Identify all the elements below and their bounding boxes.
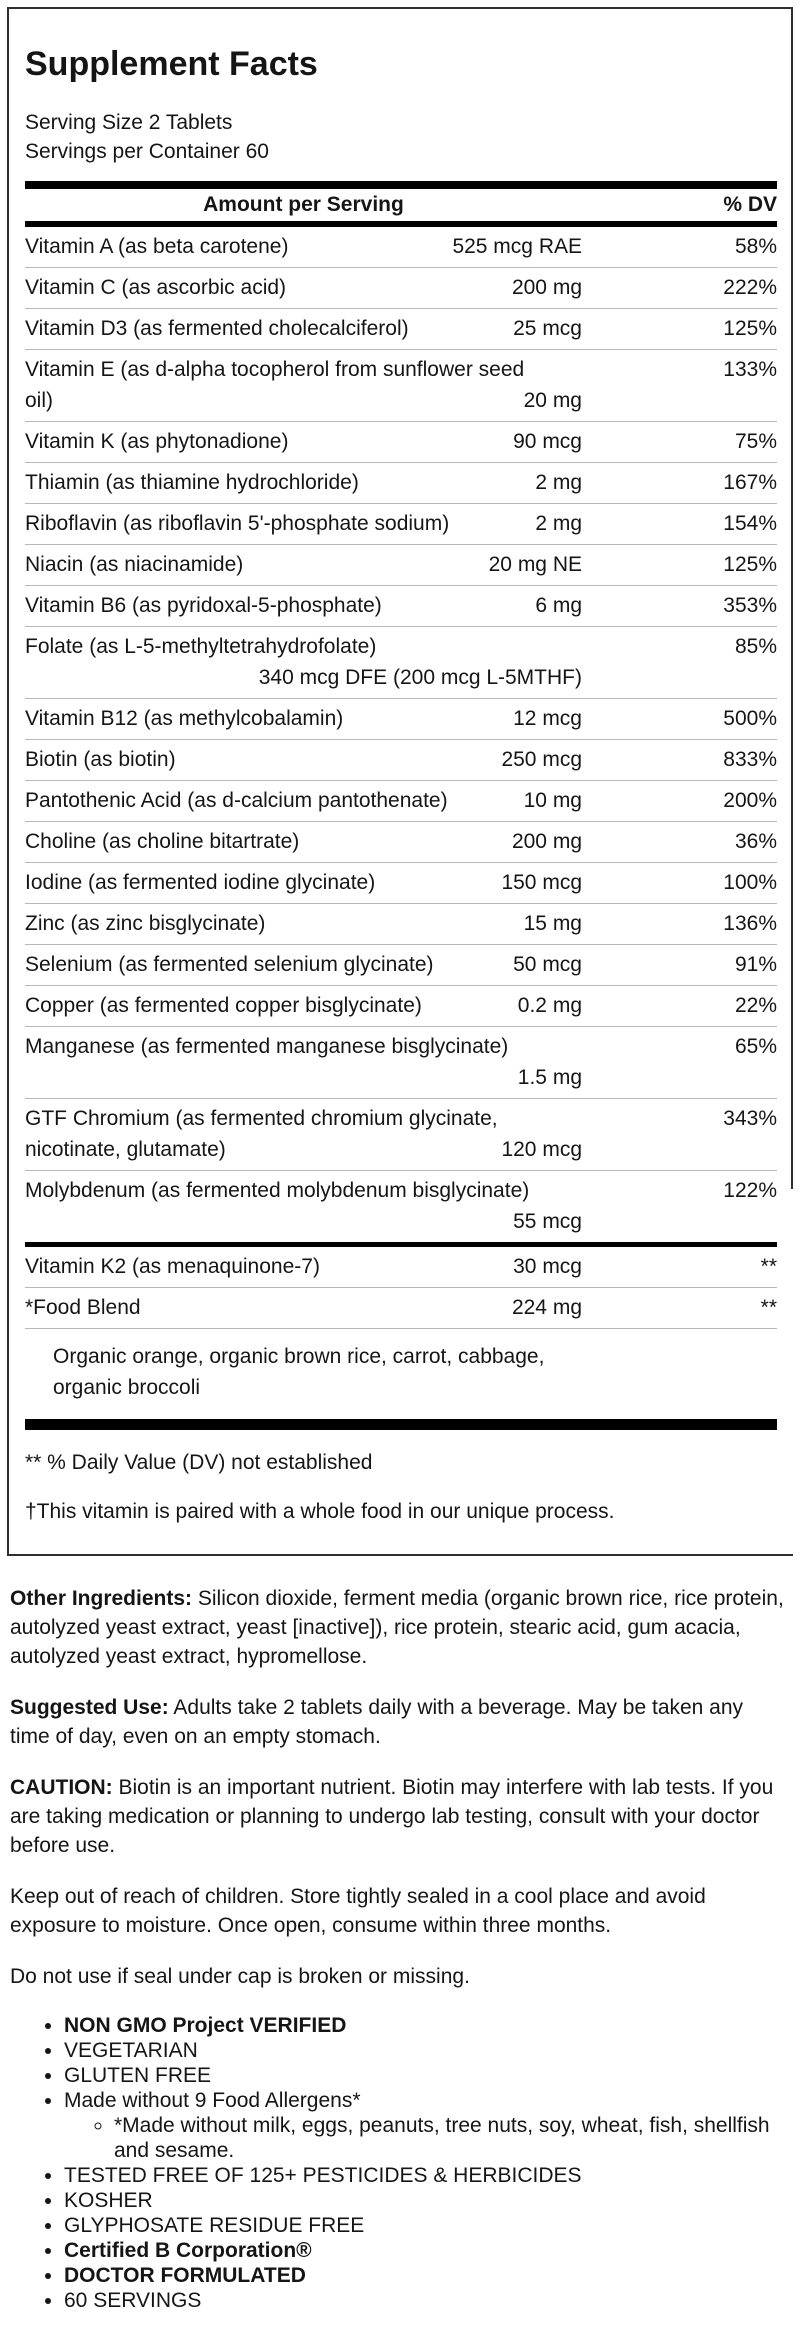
- nutrient-row: [25, 821, 777, 862]
- nutrient-amount: 6 mg: [535, 594, 582, 617]
- nutrient-dv: 200%: [723, 789, 777, 812]
- nutrient-name: Selenium (as fermented selenium glycinate): [25, 953, 434, 976]
- nutrient-amount: 200 mg: [511, 830, 582, 853]
- nutrient-row: [25, 626, 777, 698]
- table-header-row: [25, 189, 777, 221]
- nutrient-row: [25, 985, 777, 1026]
- panel-right-border-segment: [791, 9, 793, 1189]
- food-blend-line: Organic orange, organic brown rice, carrot, cabbage,: [53, 1345, 545, 1368]
- suggested-use-paragraph: [10, 1693, 788, 1751]
- nutrient-dv: 154%: [723, 512, 777, 535]
- label-details: [10, 1584, 788, 2313]
- nutrient-row: [25, 1026, 777, 1098]
- nutrient-dv: 75%: [734, 430, 777, 453]
- nutrient-name: Vitamin E (as d-alpha tocopherol from sunflower seed: [25, 358, 525, 381]
- food-blend-line: organic broccoli: [53, 1376, 201, 1399]
- list-item: • VEGETARIAN: [64, 2038, 788, 2063]
- supplement-label-page: [0, 7, 800, 2313]
- nutrient-row: [25, 944, 777, 985]
- nutrient-dv: **: [760, 1296, 777, 1319]
- nutrient-amount: 2 mg: [535, 512, 582, 535]
- paragraph-text: Do not use if seal under cap is broken or missing.: [10, 1965, 470, 1988]
- nutrient-name: GTF Chromium (as fermented chromium glycinate,: [25, 1107, 498, 1130]
- nutrient-dv: 22%: [734, 994, 777, 1017]
- nutrient-dv: 500%: [723, 707, 777, 730]
- nutrient-amount: 10 mg: [523, 789, 582, 812]
- nutrient-name: Thiamin (as thiamine hydrochloride): [25, 471, 359, 494]
- nutrient-dv: 833%: [723, 748, 777, 771]
- amount-column-header: Amount per Serving: [203, 193, 404, 216]
- nutrient-amount: 15 mg: [523, 912, 582, 935]
- list-item: • GLUTEN FREE: [64, 2063, 788, 2088]
- paragraph-text: Biotin is an important nutrient. Biotin may interfere with lab tests. If you are taking medication or planning to undergo lab testing, consult with your doctor before use.: [10, 1776, 774, 1857]
- dv-footnote: ** % Daily Value (DV) not established: [25, 1451, 373, 1474]
- nutrient-dv: 125%: [723, 553, 777, 576]
- nutrient-amount: 50 mcg: [513, 953, 582, 976]
- thick-divider-bar: [25, 1419, 777, 1430]
- allergen-sublist: [64, 2113, 788, 2163]
- nutrient-dv: 36%: [734, 830, 777, 853]
- nutrient-amount: 20 mg: [523, 389, 582, 412]
- nutrient-dv: 222%: [723, 276, 777, 299]
- nutrient-dv: 122%: [723, 1179, 777, 1202]
- nutrient-row: [25, 698, 777, 739]
- nutrient-row: [25, 1287, 777, 1328]
- nutrient-table: [25, 227, 777, 1419]
- list-item: • NON GMO Project VERIFIED: [64, 2013, 788, 2038]
- nutrient-amount: 340 mcg DFE (200 mcg L-5MTHF): [258, 666, 582, 689]
- serving-size: Serving Size 2 Tablets: [25, 111, 233, 134]
- nutrient-name: Vitamin B6 (as pyridoxal-5-phosphate): [25, 594, 382, 617]
- paragraph-label: Suggested Use:: [10, 1696, 169, 1719]
- nutrient-amount: 55 mcg: [513, 1210, 582, 1233]
- nutrient-name-line2: nicotinate, glutamate): [25, 1138, 226, 1161]
- nutrient-row: [25, 903, 777, 944]
- nutrient-dv: 353%: [723, 594, 777, 617]
- footnotes: [25, 1430, 777, 1552]
- nutrient-dv: 125%: [723, 317, 777, 340]
- seal-warning-paragraph: [10, 1962, 788, 1991]
- nutrient-dv: 91%: [734, 953, 777, 976]
- paragraph-label: Other Ingredients:: [10, 1587, 193, 1610]
- list-item-text: Made without 9 Food Allergens*: [64, 2089, 361, 2112]
- list-item: • GLYPHOSATE RESIDUE FREE: [64, 2213, 788, 2238]
- nutrient-row: [25, 1170, 777, 1242]
- nutrient-amount: 200 mg: [511, 276, 582, 299]
- nutrient-dv: 65%: [734, 1035, 777, 1058]
- nutrient-name: Niacin (as niacinamide): [25, 553, 244, 576]
- list-item: • KOSHER: [64, 2188, 788, 2213]
- nutrient-name: Vitamin K (as phytonadione): [25, 430, 289, 453]
- nutrient-name: Copper (as fermented copper bisglycinate): [25, 994, 422, 1017]
- nutrient-name: Iodine (as fermented iodine glycinate): [25, 871, 376, 894]
- nutrient-amount: 30 mcg: [513, 1255, 582, 1278]
- nutrient-dv: 85%: [734, 635, 777, 658]
- nutrient-name: Biotin (as biotin): [25, 748, 176, 771]
- nutrient-amount: 1.5 mg: [517, 1066, 582, 1089]
- nutrient-dv: **: [760, 1255, 777, 1278]
- sub-list-item: ◦ *Made without milk, eggs, peanuts, tree nuts, soy, wheat, fish, shellfish and sesame.: [114, 2113, 788, 2163]
- nutrient-name: Molybdenum (as fermented molybdenum bisglycinate): [25, 1179, 530, 1202]
- nutrient-row: [25, 739, 777, 780]
- nutrient-amount: 120 mcg: [501, 1138, 582, 1161]
- nutrient-amount: 525 mcg RAE: [452, 235, 582, 258]
- nutrient-name: Folate (as L-5-methyltetrahydrofolate): [25, 635, 377, 658]
- nutrient-name: Zinc (as zinc bisglycinate): [25, 912, 266, 935]
- paragraph-label: CAUTION:: [10, 1776, 113, 1799]
- nutrient-row: [25, 227, 777, 267]
- list-item: • DOCTOR FORMULATED: [64, 2263, 788, 2288]
- nutrient-amount: 2 mg: [535, 471, 582, 494]
- dv-column-header: % DV: [723, 193, 777, 216]
- food-blend-ingredients: [25, 1328, 777, 1419]
- nutrient-row: [25, 421, 777, 462]
- nutrient-row: [25, 585, 777, 626]
- nutrient-dv: 343%: [723, 1107, 777, 1130]
- nutrient-name: Manganese (as fermented manganese bisglycinate): [25, 1035, 509, 1058]
- product-claims-list: [10, 2013, 788, 2313]
- nutrient-amount: 90 mcg: [513, 430, 582, 453]
- nutrient-row: [25, 503, 777, 544]
- list-item: • 60 SERVINGS: [64, 2288, 788, 2313]
- paragraph-text: Keep out of reach of children. Store tightly sealed in a cool place and avoid exposure to moisture. Once open, consume within three months.: [10, 1885, 706, 1937]
- nutrient-dv: 167%: [723, 471, 777, 494]
- nutrient-name: Vitamin B12 (as methylcobalamin): [25, 707, 344, 730]
- nutrient-amount: 150 mcg: [501, 871, 582, 894]
- paragraph-text: Silicon dioxide, ferment media (organic brown rice, rice protein, autolyzed yeast extract, yeast [inactive]), rice protein, stearic acid, gum acacia, autolyzed yeast extract, hypromellose.: [10, 1587, 784, 1668]
- nutrient-row: [25, 267, 777, 308]
- nutrient-row: [25, 349, 777, 421]
- nutrient-amount: 224 mg: [511, 1296, 582, 1319]
- nutrient-dv: 100%: [723, 871, 777, 894]
- other-ingredients-paragraph: [10, 1584, 788, 1671]
- nutrient-amount: 25 mcg: [513, 317, 582, 340]
- thick-divider-bar: [25, 181, 777, 189]
- nutrient-dv: 136%: [723, 912, 777, 935]
- nutrient-dv: 58%: [734, 235, 777, 258]
- nutrient-amount: 250 mcg: [501, 748, 582, 771]
- nutrient-row: [25, 862, 777, 903]
- nutrient-amount: 12 mcg: [513, 707, 582, 730]
- nutrient-row: [25, 308, 777, 349]
- paragraph-text: Adults take 2 tablets daily with a beverage. May be taken any time of day, even on an empty stomach.: [10, 1696, 744, 1748]
- nutrient-row: [25, 462, 777, 503]
- nutrient-row: [25, 544, 777, 585]
- nutrient-amount: 20 mg NE: [488, 553, 582, 576]
- nutrient-name: Riboflavin (as riboflavin 5'-phosphate sodium): [25, 512, 450, 535]
- nutrient-name: Choline (as choline bitartrate): [25, 830, 300, 853]
- nutrient-name: Vitamin A (as beta carotene): [25, 235, 289, 258]
- panel-title: Supplement Facts: [25, 45, 318, 83]
- nutrient-name: *Food Blend: [25, 1296, 141, 1319]
- nutrient-name-line2: oil): [25, 389, 54, 412]
- nutrient-row: [25, 1247, 777, 1287]
- nutrient-dv: 133%: [723, 358, 777, 381]
- nutrient-name: Vitamin C (as ascorbic acid): [25, 276, 287, 299]
- nutrient-amount: 0.2 mg: [517, 994, 582, 1017]
- caution-paragraph: [10, 1773, 788, 1860]
- supplement-facts-panel: [7, 7, 793, 1556]
- nutrient-name: Vitamin D3 (as fermented cholecalciferol): [25, 317, 409, 340]
- nutrient-row: [25, 1098, 777, 1170]
- storage-paragraph: [10, 1882, 788, 1940]
- serving-info: [25, 108, 777, 166]
- list-item: • Certified B Corporation®: [64, 2238, 788, 2263]
- list-item: [64, 2088, 788, 2163]
- servings-per-container: Servings per Container 60: [25, 140, 269, 163]
- list-item: • TESTED FREE OF 125+ PESTICIDES & HERBICIDES: [64, 2163, 788, 2188]
- nutrient-row: [25, 780, 777, 821]
- dagger-footnote: †This vitamin is paired with a whole food in our unique process.: [25, 1500, 615, 1523]
- nutrient-name: Vitamin K2 (as menaquinone-7): [25, 1255, 320, 1278]
- nutrient-name: Pantothenic Acid (as d-calcium pantothenate): [25, 789, 448, 812]
